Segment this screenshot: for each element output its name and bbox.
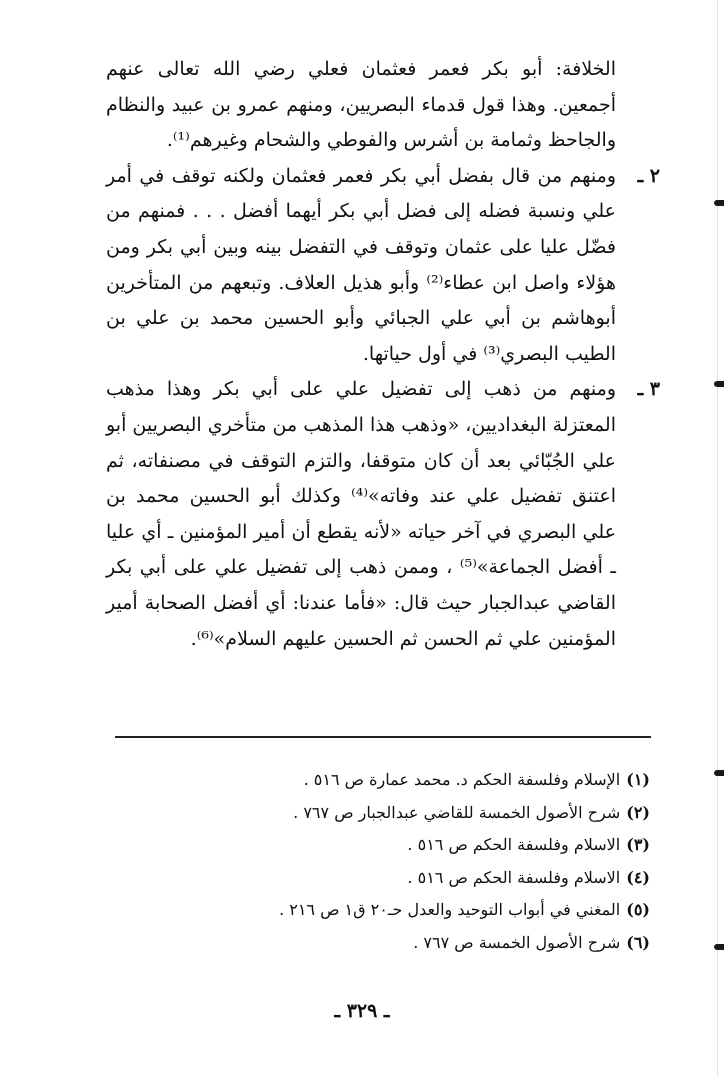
footnote-text: شرح الأصول الخمسة للقاضي عبدالجبار ص ٧٦٧ . (293, 802, 621, 822)
footnote-number: (٢) (626, 802, 650, 822)
footnote (90, 927, 650, 960)
item-number: ٢ ـ (637, 164, 660, 187)
footnote (90, 829, 650, 862)
page-edge-line (717, 0, 718, 1077)
footnote-number: (١) (626, 770, 650, 789)
item-text: ومنهم من ذهب إلى تفضيل علي على أبي بكر وهذا مذهب المعتزلة البغداديين، «وذهب هذا المذهب من متأخري البصريين أبو علي الجُبّائي بعد أن كان متوقفا، والتزم التوقف في مصنفاته، ثم اعتنق تفضيل علي عند وفاته»⁽⁴⁾ وكذلك أبو الحسين محمد بن علي البصري في آخر حياته «لأنه يقطع أن أمير المؤمنين ـ أي عليا ـ أفضل الجماعة»⁽⁵⁾ ، وممن ذهب إلى تفضيل علي على أبي بكر القاضي عبدالجبار حيث قال: «فأما عندنا: أي أفضل الصحابة أمير المؤمنين علي ثم الحسن ثم الحسين عليهم السلام»⁽⁶⁾. (105, 378, 617, 650)
edge-mark (714, 200, 724, 206)
item-text: ومنهم من قال بفضل أبي بكر فعمر فعثمان ولكنه توقف في أمر علي ونسبة فضله إلى فضل أبي بكر أيهما أفضل . . . فمنهم من فضّل عليا على عثمان وتوقف في التفضل بينه وبين أبي بكر ومن هؤلاء واصل ابن عطاء⁽²⁾ وأبو هذيل العلاف. وتبعهم من المتأخرين أبوهاشم بن أبي علي الجبائي وأبو الحسين محمد بن علي بن الطيب البصري⁽³⁾ في أول حياتها. (106, 164, 616, 365)
footnote-text: الإسلام وفلسفة الحكم د. محمد عمارة ص ٥١٦ . (303, 770, 621, 789)
footnote-text: المغني في أبواب التوحيد والعدل حـ٢٠ ق١ ص ٢١٦ . (279, 900, 621, 919)
footnote-number: (٣) (626, 835, 650, 854)
footnote-number: (٤) (626, 867, 650, 887)
edge-mark (714, 381, 724, 387)
footnote (90, 764, 650, 797)
footnote-number: (٥) (626, 900, 650, 919)
edge-mark (714, 770, 724, 776)
footnote-separator (115, 736, 651, 738)
intro-paragraph: الخلافة: أبو بكر فعمر فعثمان فعلي رضي الله تعالى عنهم أجمعين. وهذا قول قدماء البصريين، ومنهم عمرو بن عبيد والنظام والجاحظ وثمامة بن أشرس والفوطي والشحام وغيرهم⁽¹⁾. (106, 58, 616, 152)
footnote-text: الاسلام وفلسفة الحكم ص ٥١٦ . (407, 867, 621, 887)
footnote (90, 797, 650, 830)
main-text (105, 52, 660, 657)
list-item (105, 372, 660, 657)
list-item (106, 159, 660, 373)
page-number: ـ ٣٢٩ ـ (334, 1000, 390, 1022)
footnote-text: شرح الأصول الخمسة ص ٧٦٧ . (413, 932, 621, 952)
footnote (90, 862, 650, 895)
footnotes (90, 764, 650, 959)
footnote (90, 894, 650, 927)
edge-mark (714, 944, 724, 950)
footnote-number: (٦) (626, 932, 650, 952)
item-number: ٣ ـ (637, 378, 660, 401)
footnote-text: الاسلام وفلسفة الحكم ص ٥١٦ . (407, 835, 621, 854)
